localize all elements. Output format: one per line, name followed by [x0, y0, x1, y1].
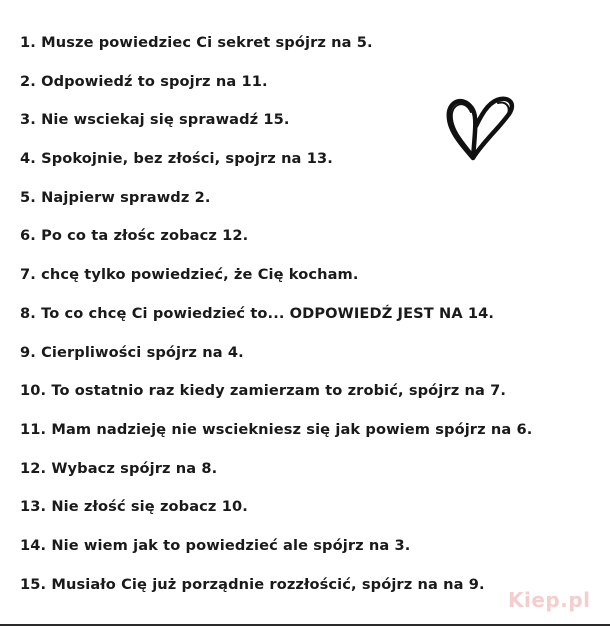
list-item: 10. To ostatnio raz kiedy zamierzam to zrobić, spójrz na 7. [20, 382, 506, 400]
list-item: 12. Wybacz spójrz na 8. [20, 459, 218, 477]
watermark-logo: Kiep.pl [508, 588, 591, 612]
list-item: 13. Nie złość się zobacz 10. [20, 498, 248, 516]
list-item: 1. Musze powiedziec Ci sekret spójrz na 5. [20, 34, 373, 51]
heart-icon [443, 92, 519, 162]
list-item: 3. Nie wsciekaj się sprawadź 15. [20, 111, 290, 129]
list-item: 11. Mam nadzieję nie wsciekniesz się jak powiem spójrz na 6. [20, 420, 533, 438]
list-item: 6. Po co ta złośc zobacz 12. [20, 227, 249, 245]
list-item: 5. Najpierw sprawdz 2. [20, 188, 211, 206]
list-item: 7. chcę tylko powiedzieć, że Cię kocham. [20, 266, 359, 284]
list-item: 14. Nie wiem jak to powiedzieć ale spójrz na 3. [20, 536, 411, 554]
list-item: 4. Spokojnie, bez złości, spojrz na 13. [20, 150, 333, 168]
list-item: 8. To co chcę Ci powiedzieć to... ODPOWIEDŹ JEST NA 14. [20, 304, 495, 322]
list-item: 9. Cierpliwości spójrz na 4. [20, 343, 244, 361]
list-item: 2. Odpowiedź to spojrz na 11. [20, 72, 268, 90]
list-item: 15. Musiało Cię już porządnie rozzłościć, spójrz na na 9. [20, 575, 485, 593]
